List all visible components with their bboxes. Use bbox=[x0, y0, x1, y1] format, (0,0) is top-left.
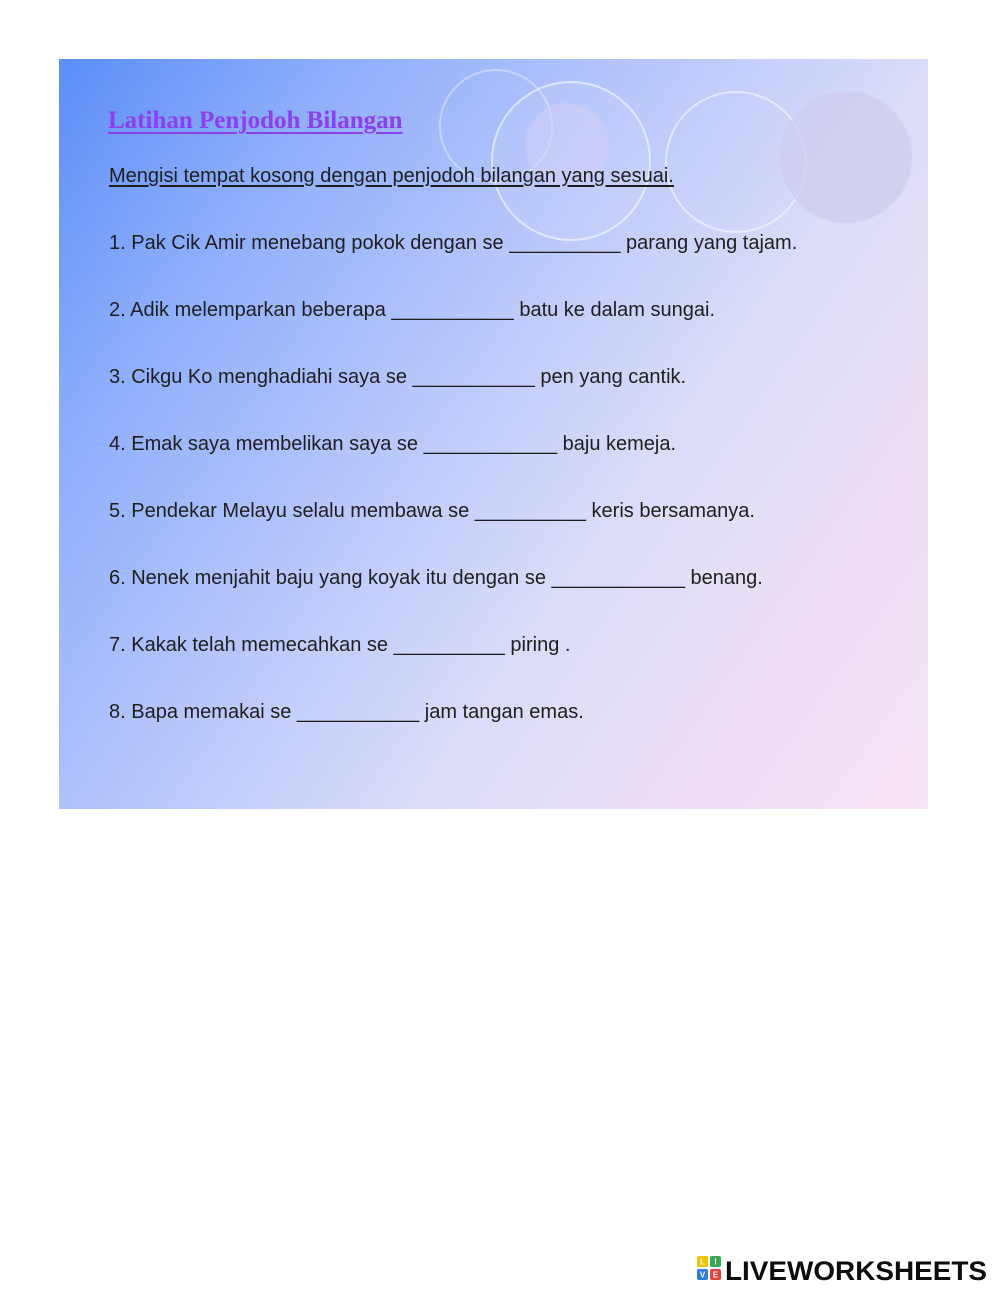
answer-blank[interactable]: ____________ bbox=[423, 433, 558, 455]
answer-blank[interactable]: __________ bbox=[393, 634, 505, 656]
question-text: 5. Pendekar Melayu selalu membawa se bbox=[109, 500, 475, 522]
worksheet-card bbox=[59, 59, 928, 809]
question-text: baju kemeja. bbox=[557, 433, 677, 455]
question-1 bbox=[109, 231, 797, 298]
question-text: 4. Emak saya membelikan saya se bbox=[109, 433, 424, 455]
liveworksheets-wordmark: LIVEWORKSHEETS bbox=[725, 1256, 987, 1286]
answer-blank[interactable]: __________ bbox=[474, 500, 586, 522]
answer-blank[interactable]: ____________ bbox=[551, 567, 685, 589]
question-text: pen yang cantik. bbox=[534, 366, 687, 388]
worksheet-instruction: Mengisi tempat kosong dengan penjodoh bilangan yang sesuai. bbox=[109, 165, 674, 187]
question-text: 2. Adik melemparkan beberapa bbox=[109, 299, 392, 321]
decorative-circle bbox=[780, 91, 912, 223]
question-text: 6. Nenek menjahit baju yang koyak itu dengan se bbox=[109, 567, 552, 589]
liveworksheets-logo-icon bbox=[697, 1256, 721, 1280]
question-4 bbox=[109, 432, 797, 499]
question-3 bbox=[109, 365, 797, 432]
question-text: benang. bbox=[685, 567, 763, 589]
question-6 bbox=[109, 566, 797, 633]
question-text: keris bersamanya. bbox=[585, 500, 755, 522]
question-text: 3. Cikgu Ko menghadiahi saya se bbox=[109, 366, 413, 388]
question-text: 8. Bapa memakai se bbox=[109, 701, 297, 723]
svg-text:V: V bbox=[699, 1270, 706, 1280]
question-7 bbox=[109, 633, 797, 700]
answer-blank[interactable]: __________ bbox=[509, 232, 621, 254]
question-list bbox=[109, 231, 797, 767]
question-text: 1. Pak Cik Amir menebang pokok dengan se bbox=[109, 232, 510, 254]
svg-text:L: L bbox=[700, 1257, 705, 1267]
worksheet-title: Latihan Penjodoh Bilangan bbox=[108, 107, 403, 134]
question-text: piring . bbox=[504, 634, 571, 656]
question-8 bbox=[109, 700, 797, 767]
answer-blank[interactable]: ___________ bbox=[412, 366, 535, 388]
question-text: jam tangan emas. bbox=[419, 701, 584, 723]
answer-blank[interactable]: ___________ bbox=[391, 299, 514, 321]
answer-blank[interactable]: ___________ bbox=[296, 701, 420, 723]
svg-text:I: I bbox=[714, 1257, 717, 1267]
question-text: batu ke dalam sungai. bbox=[513, 299, 716, 321]
question-5 bbox=[109, 499, 797, 566]
question-text: parang yang tajam. bbox=[620, 232, 798, 254]
liveworksheets-watermark bbox=[697, 1256, 987, 1288]
question-text: 7. Kakak telah memecahkan se bbox=[109, 634, 394, 656]
svg-text:E: E bbox=[712, 1270, 719, 1280]
question-2 bbox=[109, 298, 797, 365]
